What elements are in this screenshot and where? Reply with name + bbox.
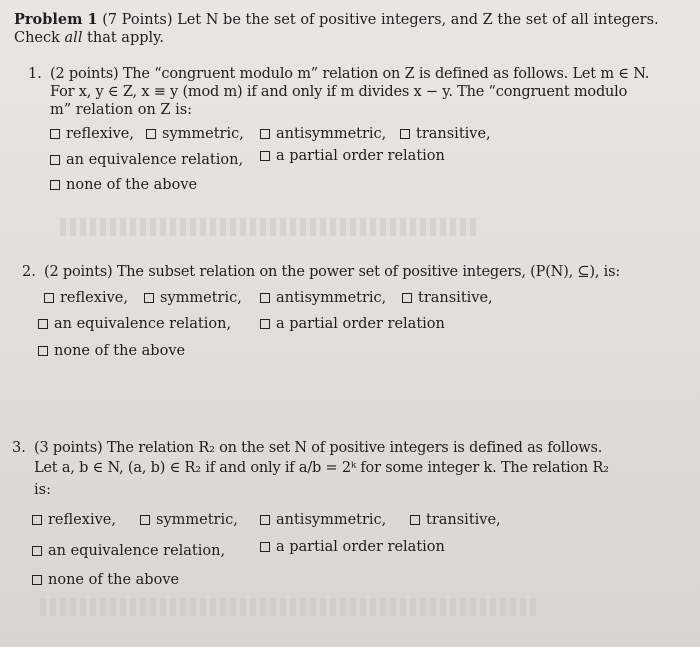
q3-option-antisymmetric[interactable]: antisymmetric, (260, 512, 386, 528)
q2-number: 2. (22, 264, 36, 280)
q3-options-row1 (32, 512, 672, 532)
check-prefix: Check (14, 30, 65, 46)
q3-text-line1: (3 points) The relation R₂ on the set N of positive integers is defined as follows. (34, 440, 603, 456)
q3-option-transitive[interactable]: transitive, (410, 512, 501, 528)
checkbox[interactable] (50, 155, 60, 165)
checkbox[interactable] (50, 129, 60, 139)
q2-options-row2 (38, 316, 658, 336)
q2-option-symmetric[interactable]: symmetric, (144, 290, 242, 306)
q3-option-partial-order[interactable]: a partial order relation (260, 539, 445, 555)
checkbox[interactable] (44, 293, 54, 303)
check-all: all (64, 30, 83, 46)
q2-option-antisymmetric[interactable]: antisymmetric, (260, 290, 386, 306)
checkbox[interactable] (260, 151, 270, 161)
q2-option-none[interactable]: none of the above (38, 343, 185, 359)
checkbox[interactable] (32, 575, 42, 585)
q1-options-row1 (50, 126, 670, 146)
q1-option-antisymmetric[interactable]: antisymmetric, (260, 126, 386, 142)
problem-points: (7 Points) (102, 12, 173, 28)
q3-options-row3 (32, 572, 332, 592)
checkbox[interactable] (50, 180, 60, 190)
checkbox[interactable] (144, 293, 154, 303)
problem-header (14, 11, 659, 28)
q3-option-equivalence[interactable]: an equivalence relation, (32, 543, 225, 559)
q1-option-reflexive[interactable]: reflexive, (50, 126, 134, 142)
bleed-through-mark (60, 218, 480, 236)
checkbox[interactable] (260, 319, 270, 329)
checkbox[interactable] (410, 515, 420, 525)
checkbox[interactable] (32, 546, 42, 556)
checkbox[interactable] (146, 129, 156, 139)
q1-option-transitive[interactable]: transitive, (400, 126, 491, 142)
q1-option-symmetric[interactable]: symmetric, (146, 126, 244, 142)
q3-number: 3. (12, 440, 26, 456)
q1-text-line3: m” relation on Z is: (50, 102, 193, 118)
q3-option-none[interactable]: none of the above (32, 572, 179, 588)
checkbox[interactable] (32, 515, 42, 525)
q2-options-row1 (44, 290, 664, 310)
checkbox[interactable] (402, 293, 412, 303)
q3-text-line2: Let a, b ∈ N, (a, b) ∈ R₂ if and only if a/b = 2ᵏ for some integer k. The relation R₂ (34, 460, 609, 476)
bleed-through-mark (40, 598, 540, 616)
q2-option-partial-order[interactable]: a partial order relation (260, 316, 445, 332)
checkbox[interactable] (140, 515, 150, 525)
checkbox[interactable] (38, 346, 48, 356)
check-instruction (14, 30, 164, 46)
checkbox[interactable] (260, 515, 270, 525)
q2-option-equivalence[interactable]: an equivalence relation, (38, 316, 231, 332)
q2-option-reflexive[interactable]: reflexive, (44, 290, 128, 306)
q1-number: 1. (28, 66, 42, 82)
q2-option-transitive[interactable]: transitive, (402, 290, 493, 306)
problem-label: Problem 1 (14, 11, 98, 28)
q1-text-line1: (2 points) The “congruent modulo m” relation on Z is defined as follows. Let m ∈ N. (50, 66, 650, 82)
q1-option-partial-order[interactable]: a partial order relation (260, 148, 445, 164)
q3-text-line3: is: (34, 482, 51, 498)
problem-description: Let N be the set of positive integers, and Z the set of all integers. (177, 12, 659, 28)
q1-option-none[interactable]: none of the above (50, 177, 197, 193)
q1-option-equivalence[interactable]: an equivalence relation, (50, 152, 243, 168)
q1-options-row2 (50, 148, 670, 172)
checkbox[interactable] (260, 129, 270, 139)
q1-options-row3 (50, 177, 350, 197)
q3-option-symmetric[interactable]: symmetric, (140, 512, 238, 528)
q1-text-line2: For x, y ∈ Z, x ≡ y (mod m) if and only if m divides x − y. The “congruent modulo (50, 84, 628, 100)
q3-option-reflexive[interactable]: reflexive, (32, 512, 116, 528)
check-suffix: that apply. (82, 30, 165, 46)
q2-text-line1: (2 points) The subset relation on the power set of positive integers, (P(N), ⊆), is: (44, 264, 621, 280)
q3-options-row2 (32, 539, 672, 563)
q2-options-row3 (38, 343, 338, 363)
checkbox[interactable] (38, 319, 48, 329)
checkbox[interactable] (400, 129, 410, 139)
checkbox[interactable] (260, 542, 270, 552)
checkbox[interactable] (260, 293, 270, 303)
